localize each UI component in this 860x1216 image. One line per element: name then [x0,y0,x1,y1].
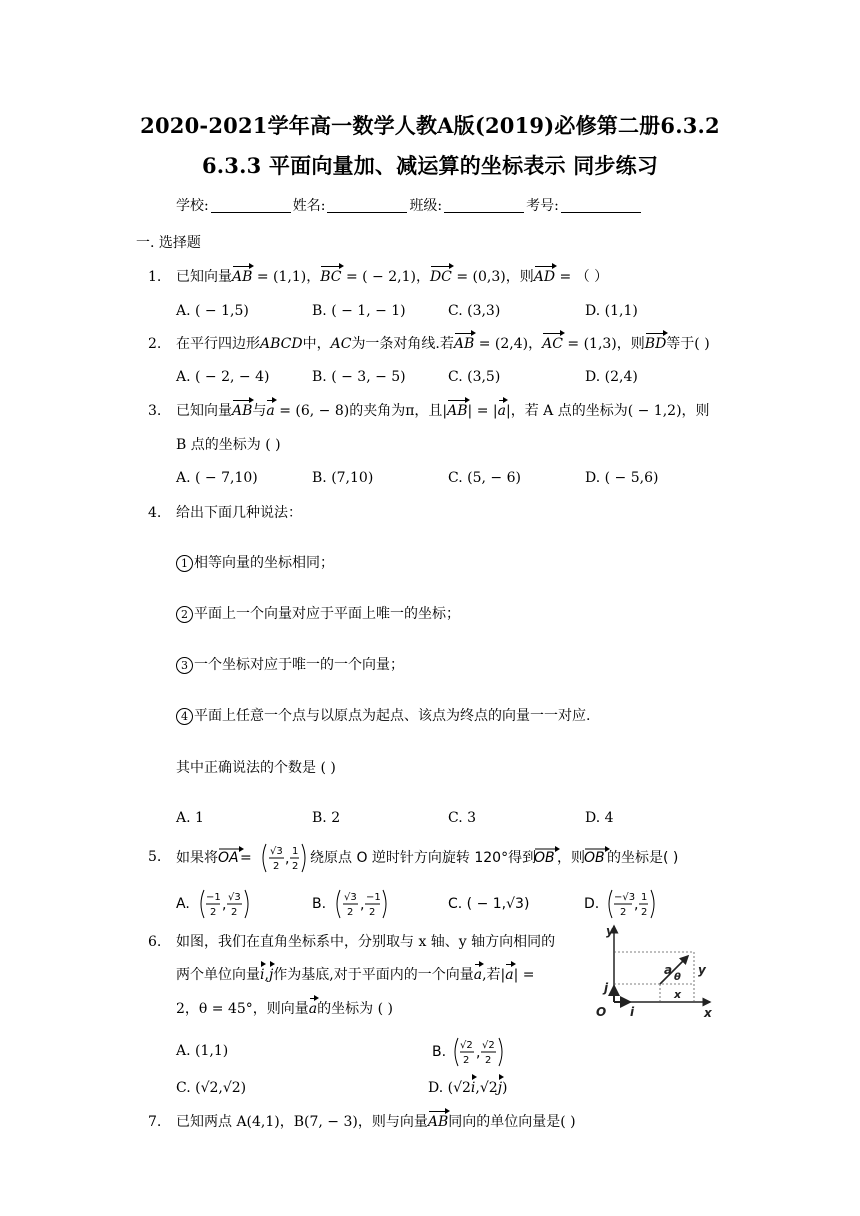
q1-option-b[interactable]: B. ( − 1, − 1) [312,303,406,319]
q5-number: 5. [148,849,162,865]
statement-text: 平面上任意一个点与以原点为起点、该点为终点的向量一一对应. [194,708,591,724]
q5-text: 绕原点 O 逆时针方向旋转 120°得到 [310,850,537,866]
frac-denominator: 2 [273,861,280,872]
q2-option-c[interactable]: C. (3,5) [448,369,501,385]
q2-text: 等于( ) [666,336,710,352]
vec-i: i [260,967,265,983]
q2-text: 在平行四边形 [176,336,260,352]
frac-numerator: 1 [292,846,299,857]
q2-text: 中， [302,336,331,352]
svg-text:√3: √3 [344,892,357,903]
q4-statement-1 [176,553,334,573]
svg-text:1: 1 [641,892,648,903]
q1-number: 1. [148,269,162,285]
q1-text: = ( − 2,1)， [341,269,430,285]
student-info [176,195,643,215]
vec-dc: DC [429,269,452,285]
exam-no-label: 考号: [526,198,559,214]
title-line-2: 6.3.3 平面向量加、减运算的坐标表示 同步练习 [201,153,659,178]
q4-option-b[interactable]: B. 2 [312,810,341,826]
q2-text: 为一条对角线.若 [351,336,454,352]
q6-text: , [264,967,269,983]
svg-text:B.: B. [312,896,327,912]
q7-text: 同向的单位向量是( ) [448,1114,576,1130]
vec-ab: AB [232,403,253,419]
statement-text: 相等向量的坐标相同； [194,555,334,571]
vec-bd: BD [644,336,667,352]
q1-option-c[interactable]: C. (3,3) [448,303,501,319]
svg-text:−1: −1 [366,892,381,903]
vec-ab: AB [232,269,253,285]
q3-text: 已知向量 [176,403,232,419]
q6-text: | = [513,967,535,983]
x-component-label: x [674,988,682,1001]
theta-label: θ [674,972,681,983]
svg-text:OA: OA [218,850,239,866]
q5-option-d[interactable] [584,890,654,918]
q1-text: 已知向量 [176,269,232,285]
q3-number: 3. [148,403,162,419]
svg-text:OB: OB [584,850,605,866]
q5-option-b[interactable] [312,890,386,918]
svg-text:√2: √2 [460,1040,473,1051]
circled-number: 2 [176,606,193,623]
q6-text: ,若| [482,967,506,983]
q2-stem [176,334,710,354]
q6-text: 作为基底,对于平面内的一个向量 [273,967,474,983]
svg-text:−√3: −√3 [614,892,636,903]
q3-text: = (6, − 8)的夹角为π，且| [274,403,448,419]
i-label: i [630,1005,635,1019]
svg-text:2: 2 [463,1055,470,1066]
name-blank[interactable] [327,198,407,213]
vec-a: a [473,967,483,983]
q4-statement-2 [176,604,460,624]
svg-text:,: , [360,897,365,913]
svg-text:2: 2 [641,907,648,918]
x-axis-label: x [704,1006,712,1020]
school-blank[interactable] [211,198,291,213]
frac-denominator: 2 [292,861,299,872]
q6-option-b[interactable] [428,1030,528,1072]
svg-text:2: 2 [485,1055,492,1066]
q4-question: 其中正确说法的个数是 ( ) [176,760,336,776]
name-label: 姓名: [292,198,326,214]
j-label: j [604,981,609,995]
q2-ac: AC [330,336,352,352]
q1-option-a[interactable]: A. ( − 1,5) [176,303,249,319]
vec-ab: AB [427,1114,449,1130]
vec-bc: BC [320,269,342,285]
title-line-1: 2020-2021学年高一数学人教A版(2019)必修第二册6.3.2 [140,113,720,138]
vec-i: i [470,1080,476,1096]
q1-text: = (1,1)， [252,269,321,285]
svg-text:2: 2 [347,907,354,918]
q6-option-a[interactable]: A. (1,1) [176,1043,229,1059]
svg-text:2: 2 [231,907,238,918]
q7-text: 已知两点 A(4,1)，B(7, − 3)，则与向量 [176,1114,428,1130]
q6-stem-line-2 [176,965,535,985]
q5-stem [170,836,730,880]
q4-number: 4. [148,505,162,521]
q2-abcd: ABCD [260,336,303,352]
vector-a-label: a [664,963,673,977]
vec-j: j [268,967,274,983]
q5-option-a[interactable] [176,890,248,918]
q3-option-b[interactable]: B. (7,10) [312,470,374,486]
q3-stem [176,401,710,421]
q2-text: = (1,3)，则 [562,336,645,352]
q5-text: 的坐标是( ) [607,850,679,866]
svg-text:2: 2 [620,907,627,918]
class-blank[interactable] [444,198,524,213]
vec-j: j [497,1080,503,1096]
q3-option-a[interactable]: A. ( − 7,10) [176,470,258,486]
q4-option-d[interactable]: D. 4 [585,810,614,826]
q3-stem-line-2: B 点的坐标为 ( ) [176,437,281,453]
vec-ab: AB [453,336,475,352]
vec-a: a [266,403,275,419]
circled-number: 3 [176,657,193,674]
q2-text: = (2,4)， [474,336,543,352]
q6-option-d-text: ) [502,1080,508,1096]
svg-text:2: 2 [210,907,217,918]
vec-ad: AD [533,269,556,285]
q2-number: 2. [148,336,162,352]
svg-text:,: , [634,897,639,913]
exam-no-blank[interactable] [561,198,641,213]
svg-text:√2: √2 [482,1040,495,1051]
statement-text: 一个坐标对应于唯一的一个向量； [194,657,404,673]
q3-option-d[interactable]: D. ( − 5,6) [585,470,659,486]
vec-ab: AB [447,403,468,419]
q3-text: |，若 A 点的坐标为( − 1,2)，则 [505,403,710,419]
q2-option-d[interactable]: D. (2,4) [585,369,638,385]
frac-numerator: √3 [270,846,283,857]
q6-text: 两个单位向量 [176,967,260,983]
q5-text: = [240,850,252,866]
vec-a: a [497,403,506,419]
svg-text:B.: B. [432,1044,447,1060]
origin-label: O [596,1005,607,1019]
svg-text:√3: √3 [228,892,241,903]
class-label: 班级: [409,198,443,214]
q5-option-c[interactable]: C. ( − 1,√3) [448,896,530,912]
q1-text: = （ ） [555,269,609,285]
q6-option-c[interactable]: C. (√2,√2) [176,1080,247,1096]
q6-option-d-text: ,√2 [475,1080,498,1096]
q5-text: 如果将 [176,850,218,866]
q7-number: 7. [148,1114,162,1130]
q1-option-d[interactable]: D. (1,1) [585,303,638,319]
q4-statement-3 [176,655,404,675]
school-label: 学校: [176,198,209,214]
y-axis-label: y [606,924,614,938]
comma: , [285,851,290,867]
vec-a: a [308,1001,318,1017]
svg-text:A.: A. [176,896,190,912]
q5-text: ，则 [557,850,585,866]
q1-stem [176,267,608,287]
q5-options [170,882,730,926]
q4-option-c[interactable]: C. 3 [448,810,477,826]
svg-text:D.: D. [584,896,600,912]
svg-text:,: , [476,1045,481,1061]
q6-number: 6. [148,934,162,950]
y-component-label: y [698,963,706,977]
q2-option-b[interactable]: B. ( − 3, − 5) [312,369,406,385]
svg-text:−1: −1 [206,892,221,903]
q3-option-c[interactable]: C. (5, − 6) [448,470,521,486]
q4-statement-4 [176,706,590,726]
q6-coordinate-figure [594,922,720,1022]
q6-stem-line-3 [176,999,393,1019]
circled-number: 1 [176,555,193,572]
q3-text: 与 [252,403,267,419]
q6-stem-line-1: 如图，我们在直角坐标系中，分别取与 x 轴、y 轴方向相同的 [176,934,556,950]
circled-number: 4 [176,708,193,725]
q6-option-d-text: D. (√2 [428,1080,471,1096]
section-heading: 一. 选择题 [136,235,201,251]
q6-text: 的坐标为 ( ) [317,1001,393,1017]
statement-text: 平面上一个向量对应于平面上唯一的坐标； [194,606,460,622]
q1-text: = (0,3)，则 [451,269,534,285]
svg-text:OB: OB [534,850,555,866]
q2-option-a[interactable]: A. ( − 2, − 4) [176,369,270,385]
vec-ac: AC [542,336,563,352]
q6-text: 2，θ = 45°，则向量 [176,1001,309,1017]
q6-option-d[interactable] [428,1078,508,1098]
svg-text:2: 2 [369,907,376,918]
q4-intro: 给出下面几种说法： [176,505,302,521]
svg-text:,: , [222,897,227,913]
q3-text: | = | [467,403,498,419]
vec-a: a [505,967,514,983]
q4-option-a[interactable]: A. 1 [176,810,204,826]
q7-stem [176,1112,576,1132]
